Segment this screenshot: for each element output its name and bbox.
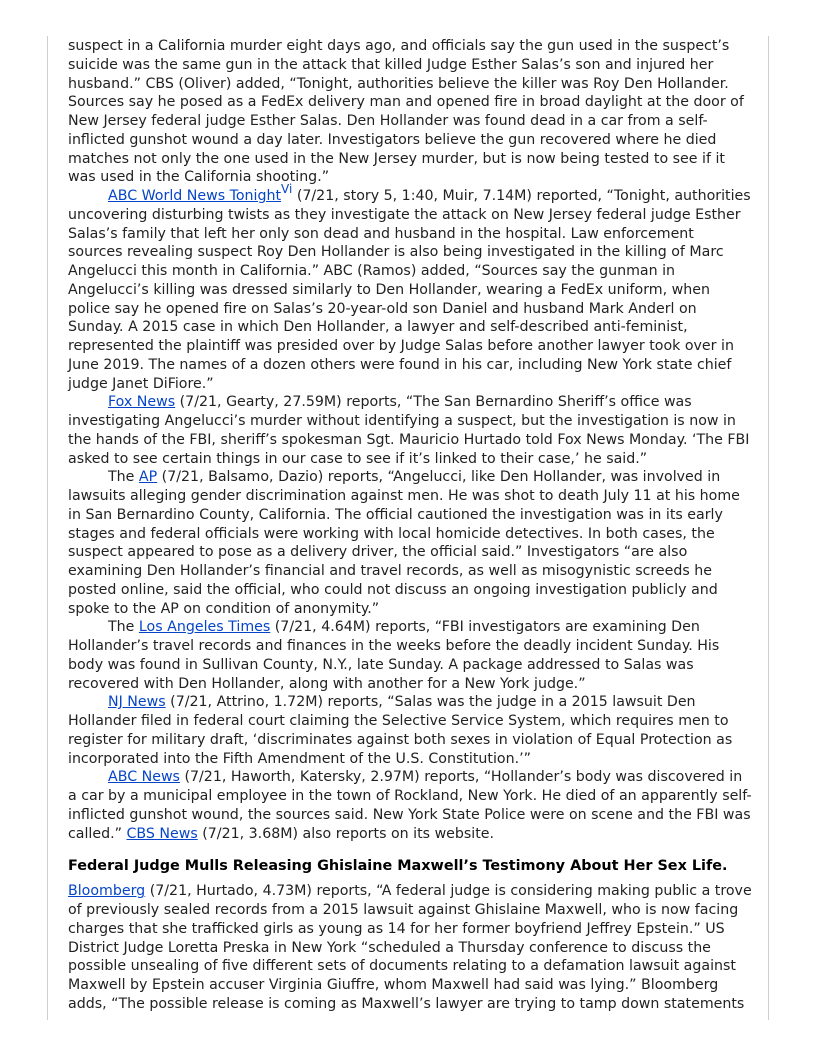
page-border-right — [768, 36, 769, 1020]
section-heading: Federal Judge Mulls Releasing Ghislaine Maxwell’s Testimony About Her Sex Life. — [68, 858, 728, 875]
paragraph-text: (7/21, Hurtado, 4.73M) reports, “A federal judge is considering making public a trove of previously sealed records from a 2015 lawsuit against Ghislaine Maxwell, who is now facing charges that she trafficked girls as young as 14 for her former boyfriend Jeffrey Epstein.” US District Judge Loretta Preska in New York “scheduled a Thursday conference to discuss the possible unsealing of five different sets of documents relating to a defamation lawsuit against Maxwell by Epstein accuser Virginia Giuffre, whom Maxwell had said was lying.” Bloomberg adds, “The possible release is coming as Maxwell’s lawyer are trying to tamp down statements — [68, 883, 752, 1012]
abc-news-link[interactable]: ABC News — [108, 769, 180, 786]
paragraph-text: (7/21, Attrino, 1.72M) reports, “Salas was the judge in a 2015 lawsuit Den Hollander filed in federal court claiming the Selective Service System, which requires men to register for military draft, ‘discriminates against both sexes in violation of Equal Protection as incorporated into the Fifth Amendment of the U.S. Constitution.’” — [68, 694, 733, 767]
paragraph-abc-world-news — [68, 182, 752, 393]
paragraph-la-times — [68, 618, 752, 693]
paragraph-nj-news — [68, 693, 752, 768]
paragraph-fox-news — [68, 393, 752, 468]
bloomberg-link[interactable]: Bloomberg — [68, 883, 146, 900]
paragraph-text: (7/21, Balsamo, Dazio) reports, “Angelucci, like Den Hollander, was involved in lawsuits alleging gender discrimination against men. He was shot to death July 11 at his home in San Bernardino County, California. The official cautioned the investigation was in its early stages and federal officials were working with local homicide detectives. In both cases, the suspect appeared to pose as a delivery driver, the official said.” Investigators “are also examining Den Hollander’s financial and travel records, as well as misogynistic screeds he posted online, said the official, who could not discuss an ongoing investigation publicly and spoke to the AP on condition of anonymity.” — [68, 469, 740, 617]
nj-news-link[interactable]: NJ News — [108, 694, 166, 711]
video-marker[interactable]: Vi — [281, 182, 293, 197]
paragraph-prefix: The — [108, 469, 139, 486]
abc-world-news-tonight-link[interactable]: ABC World News Tonight — [108, 188, 282, 204]
fox-news-link[interactable]: Fox News — [108, 394, 176, 411]
paragraph-text: (7/21, 4.64M) reports, “FBI investigators are examining Den Hollander’s travel records and finances in the weeks before the deadly incident Sunday. His body was found in Sullivan County, N.Y., late Sunday. A package addressed to Salas was recovered with Den Hollander, along with another for a New York judge.” — [68, 619, 720, 692]
paragraph-text: suspect in a California murder eight days ago, and officials say the gun used in the suspect’s suicide was the same gun in the attack that killed Judge Esther Salas’s son and injured her husband.” CBS (Oliver) added, “Tonight, authorities believe the killer was Roy Den Hollander. Sources say he posed as a FedEx delivery man and opened fire in broad daylight at the door of New Jersey federal judge Esther Salas. Den Hollander was found dead in a car from a self-inflicted gunshot wound a day later. Investigators believe the gun recovered where he died matches not only the one used in the New Jersey murder, but is now being tested to see if it was used in the California shooting.” — [68, 38, 744, 186]
paragraph-text: (7/21, story 5, 1:40, Muir, 7.14M) reported, “Tonight, authorities uncovering disturbing twists as they investigate the attack on New Jersey federal judge Esther Salas’s family that left her only son dead and husband in the hospital. Law enforcement sources revealing suspect Roy Den Hollander is also being investigated in the killing of Marc Angelucci this month in California.” ABC (Ramos) added, “Sources say the gunman in Angelucci’s killing was dressed similarly to Den Hollander, wearing a FedEx uniform, when police say he opened fire on Salas’s 20-year-old son Daniel and husband Mark Anderl on Sunday. A 2015 case in which Den Hollander, a lawyer and self-described anti-feminist, represented the plaintiff was presided over by Judge Salas before another lawyer took over in June 2019. The names of a dozen others were found in his car, including New York state chief judge Janet DiFiore.” — [68, 188, 751, 392]
paragraph-text: (7/21, 3.68M) also reports on its website. — [197, 825, 495, 842]
page-border-left — [47, 36, 48, 1020]
paragraph-text: (7/21, Gearty, 27.59M) reports, “The San Bernardino Sheriff’s office was investigating Angelucci’s murder without identifying a suspect, but the investigation is now in the hands of the FBI, sheriff’s spokesman Sgt. Mauricio Hurtado told Fox News Monday. ‘The FBI asked to see certain things in our case to see if it’s linked to their case,’ he said.” — [68, 394, 750, 467]
paragraph-cbs-continuation — [68, 37, 752, 187]
paragraph-abc-news — [68, 768, 752, 843]
paragraph-ap — [68, 468, 752, 618]
los-angeles-times-link[interactable]: Los Angeles Times — [138, 619, 271, 636]
paragraph-bloomberg — [68, 882, 752, 1013]
article-body — [68, 37, 752, 1014]
ap-link[interactable]: AP — [138, 469, 158, 486]
paragraph-prefix: The — [108, 619, 139, 636]
paragraph-text: (7/21, Haworth, Katersky, 2.97M) reports, “Hollander’s body was discovered in a car by a municipal employee in the town of Rockland, New York. He died of an apparently self-inflicted gunshot wound, the sources said. New York State Police were on scene and the FBI was called.” — [68, 769, 752, 842]
cbs-news-link[interactable]: CBS News — [126, 825, 198, 842]
